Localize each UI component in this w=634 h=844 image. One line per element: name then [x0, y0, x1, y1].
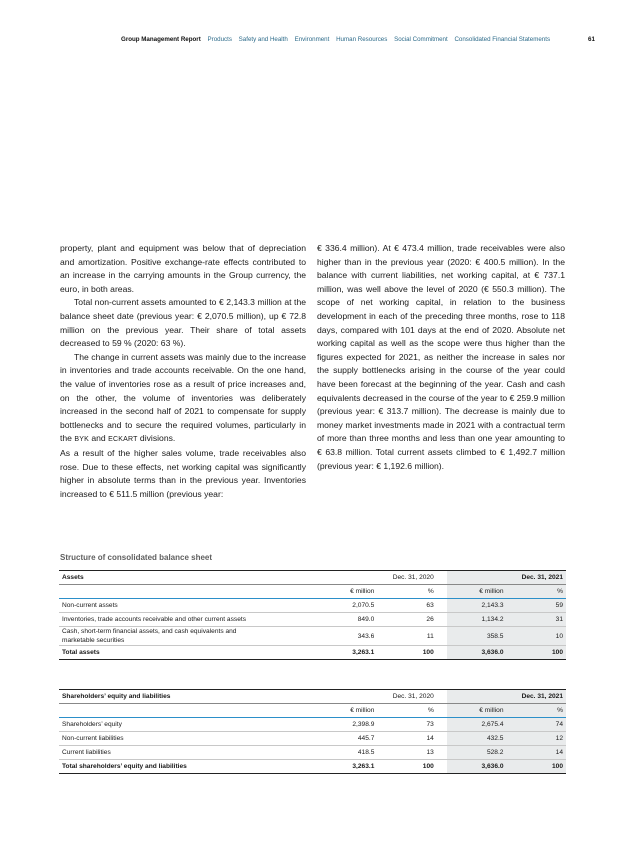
- unit-money: € million: [317, 585, 377, 599]
- page-number: 61: [588, 36, 595, 43]
- liabilities-table: [59, 689, 566, 774]
- section-title: Structure of consolidated balance sheet: [60, 553, 213, 562]
- division-name-byk: BYK: [74, 436, 89, 444]
- paragraph: € 336.4 million). At € 473.4 million, trade receivables were also higher than in the previous year (2020: € 400.5 million). In the balance with current liabilities, net working capital, at € 737.1 million, was well above the level of 2020 (€ 550.3 million). The scope of net working capital, in relation to the business development in each of the preceding three months, rose to 118 days, compared with 101 days at the end of 2020. Absolute net working capital as well as the scope were thus higher than the figures expected for 2021, as neither the increase in sales nor the supply bottlenecks arising in the course of the year could have been forecast at the beginning of the year. Cash and cash equivalents decreased in the course of the year to € 259.9 million (previous year: € 313.7 million). The decrease is mainly due to money market investments made in 2021 with a contractual term of more than three months and less than one year amounting to € 63.8 million. Total current assets climbed to € 1,492.7 million (previous year: € 1,192.6 million).: [317, 243, 565, 471]
- year-prev-header: Dec. 31, 2020: [317, 571, 436, 585]
- year-curr-header: Dec. 31, 2021: [447, 571, 566, 585]
- paragraph: Total non-current assets amounted to € 2,143.3 million at the balance sheet date (previous year: € 2,070.5 million), up € 72.8 million on the previous year. Their share of total assets decreased to 59 % (2020: 63 %).: [60, 297, 306, 349]
- year-curr-header: Dec. 31, 2021: [447, 690, 566, 704]
- top-nav: [121, 36, 555, 43]
- table-row: Shareholders’ equity 2,398.9 73 2,675.4 74: [59, 718, 566, 732]
- table-row: Non-current liabilities 445.7 14 432.5 12: [59, 732, 566, 746]
- nav-group-management-report[interactable]: Group Management Report: [121, 36, 201, 43]
- nav-safety-and-health[interactable]: Safety and Health: [238, 36, 288, 43]
- unit-pct: %: [506, 704, 566, 718]
- unit-money: € million: [318, 704, 378, 718]
- table-header-row: [59, 690, 566, 704]
- table-title: Shareholders’ equity and liabilities: [59, 690, 308, 704]
- year-prev-header: Dec. 31, 2020: [318, 690, 437, 704]
- table-row: Current liabilities 418.5 13 528.2 14: [59, 746, 566, 760]
- paragraph: As a result of the higher sales volume, trade receivables also rose. Due to these effects, net working capital was significantly higher in absolute terms than in the previous year. Inventories increased to € 511.5 million (previous year:: [60, 447, 306, 499]
- unit-money: € million: [447, 704, 507, 718]
- table-row: Cash, short-term financial assets, and cash equivalents and marketable securities 343.6 11 358.5 10: [59, 627, 566, 646]
- paragraph: property, plant and equipment was below that of depreciation and amortization. Positive exchange-rate effects contributed to an increase in the carrying amounts in the Group currency, the euro, in both areas.: [60, 243, 306, 294]
- table-row: Inventories, trade accounts receivable and other current assets 849.0 26 1,134.2 31: [59, 613, 566, 627]
- unit-pct: %: [506, 585, 566, 599]
- unit-pct: %: [377, 585, 436, 599]
- nav-social-commitment[interactable]: Social Commitment: [394, 36, 448, 43]
- nav-environment[interactable]: Environment: [294, 36, 330, 43]
- units-row: [59, 704, 566, 718]
- unit-money: € million: [447, 585, 507, 599]
- assets-table: [59, 570, 566, 660]
- nav-products[interactable]: Products: [207, 36, 232, 43]
- units-row: [59, 585, 566, 599]
- paragraph: [60, 351, 306, 447]
- text-column-left: [60, 242, 306, 501]
- table-row: Non-current assets 2,070.5 63 2,143.3 59: [59, 599, 566, 613]
- nav-consolidated-financial-statements[interactable]: Consolidated Financial Statements: [454, 36, 551, 43]
- paragraph-text: The change in current assets was mainly due to the increase in inventories and trade accounts receivable. On the one hand, the value of inventories rose as a result of price increases and, on the other, the volume of inventories was deliberately increased in the second half of 2021 to compensate for supply bottlenecks and to secure the required volumes, particularly in the: [60, 351, 306, 444]
- total-row: Total shareholders’ equity and liabilities 3,263.1 100 3,636.0 100: [59, 760, 566, 774]
- division-name-eckart: ECKART: [108, 436, 138, 444]
- paragraph-text: divisions.: [137, 433, 176, 444]
- unit-pct: %: [377, 704, 436, 718]
- table-header-row: [59, 571, 566, 585]
- nav-human-resources[interactable]: Human Resources: [336, 36, 388, 43]
- table-title: Assets: [59, 571, 308, 585]
- paragraph-text: and: [88, 433, 109, 444]
- page-header: [0, 36, 634, 48]
- total-row: Total assets 3,263.1 100 3,636.0 100: [59, 646, 566, 660]
- text-column-right: [317, 242, 565, 473]
